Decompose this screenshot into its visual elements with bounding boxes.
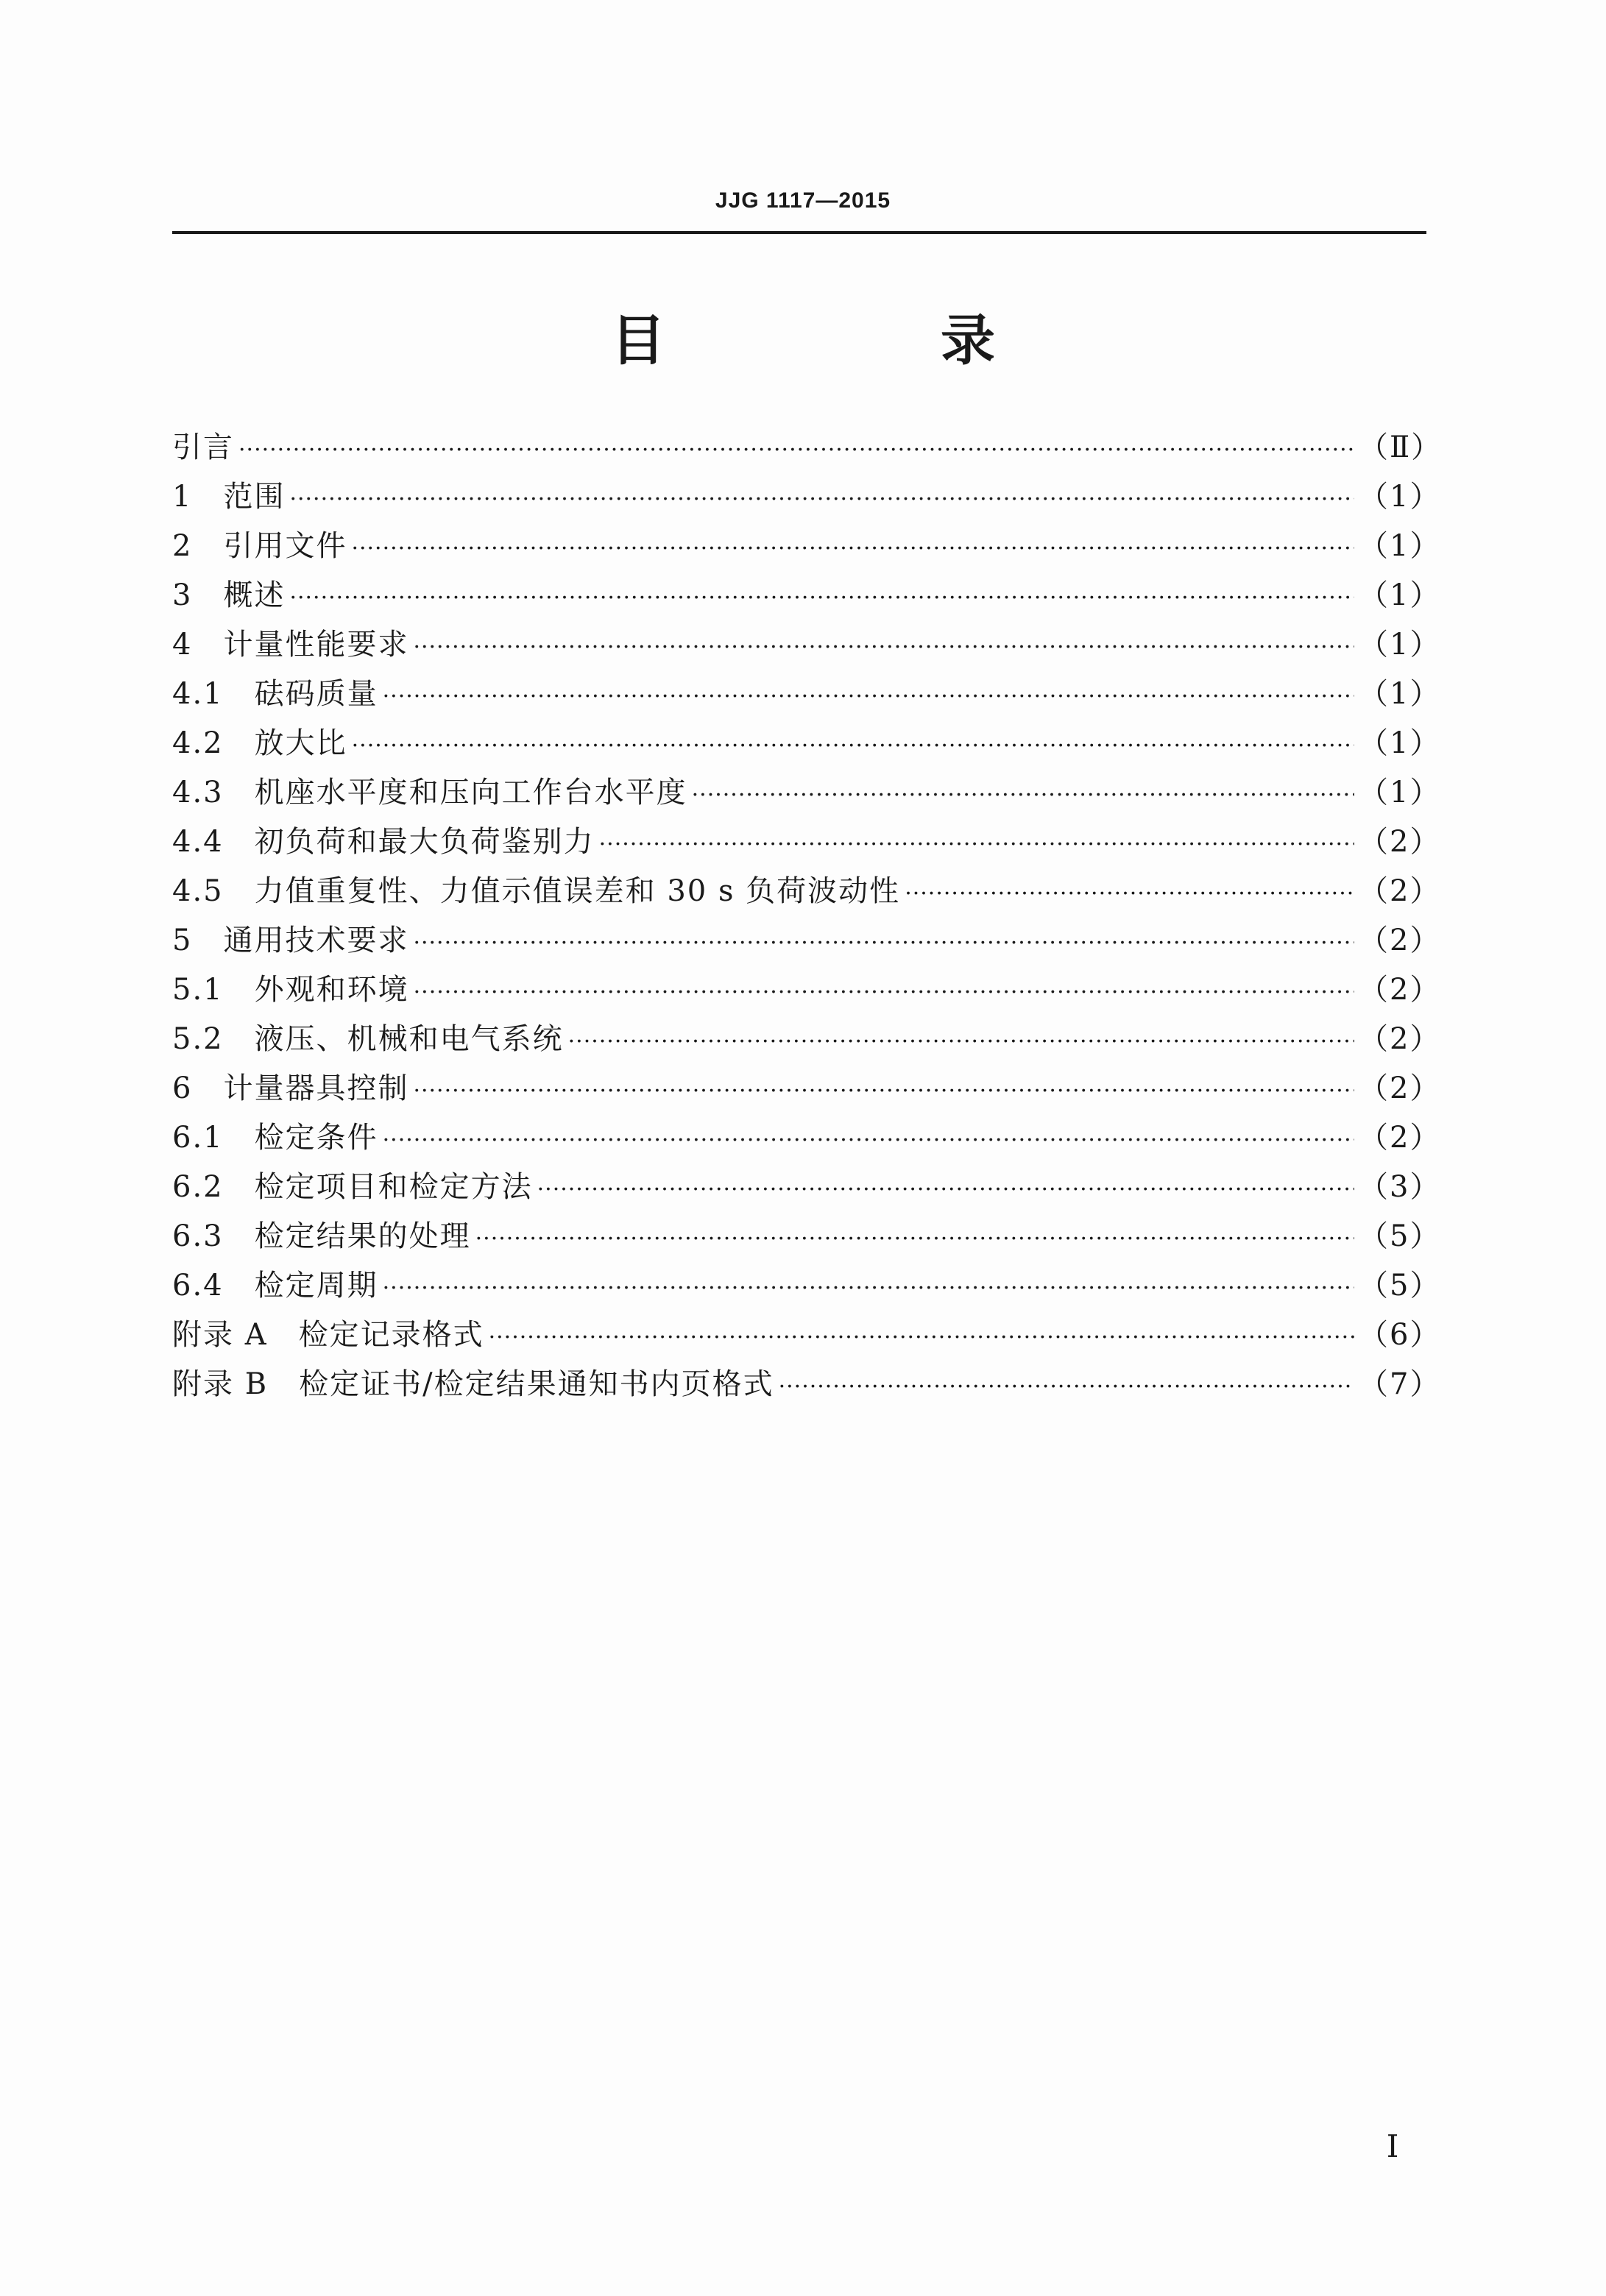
toc-entry <box>172 1163 1441 1212</box>
toc-entry-page: （2） <box>1359 973 1441 1007</box>
toc-leader-dots <box>475 1214 1354 1264</box>
toc-entry-label: 6.2 检定项目和检定方法 <box>172 1170 533 1204</box>
toc-entry-label: 2 引用文件 <box>172 529 347 563</box>
toc-entry-label: 3 概述 <box>172 578 286 612</box>
toc-entry <box>172 818 1441 867</box>
toc-entry <box>172 719 1441 768</box>
toc-entry-page: （1） <box>1359 480 1441 514</box>
toc-entry-label: 6.3 检定结果的处理 <box>172 1219 471 1253</box>
toc-entry-label: 4.1 砝码质量 <box>172 677 378 711</box>
toc-entry <box>172 423 1443 472</box>
page-number: I <box>1386 2128 1399 2164</box>
toc-entry <box>172 916 1441 965</box>
toc-leader-dots <box>413 623 1354 672</box>
toc-entry-label: 4.3 机座水平度和压向工作台水平度 <box>172 776 687 809</box>
toc-entry-label: 附录 B 检定证书/检定结果通知书内页格式 <box>172 1367 774 1401</box>
toc-entry <box>172 522 1441 571</box>
toc-entry-label: 5.2 液压、机械和电气系统 <box>172 1022 564 1056</box>
toc-entry <box>172 472 1441 522</box>
toc-entry-page: （2） <box>1359 874 1441 908</box>
toc-entry-page: （6） <box>1359 1318 1441 1352</box>
toc-leader-dots <box>779 1362 1354 1411</box>
toc-entry <box>172 1212 1441 1261</box>
toc-title: 目 录 <box>611 309 1106 372</box>
toc-entry <box>172 1113 1441 1163</box>
toc-entry-page: （5） <box>1359 1219 1441 1253</box>
toc-entry-page: （1） <box>1359 776 1441 809</box>
toc-entry-label: 4.2 放大比 <box>172 726 347 760</box>
toc-leader-dots <box>413 1066 1354 1116</box>
toc-entry-page: （1） <box>1359 726 1441 760</box>
header-rule <box>172 231 1426 234</box>
toc-entry-label: 4.5 力值重复性、力值示值误差和 30 s 负荷波动性 <box>172 874 901 908</box>
toc-entry-page: （1） <box>1359 578 1441 612</box>
toc-entry <box>172 571 1441 620</box>
toc-entry-page: （1） <box>1359 529 1441 563</box>
toc-entry <box>172 1360 1441 1409</box>
toc-leader-dots <box>692 770 1354 820</box>
toc-entry <box>172 1311 1441 1360</box>
toc-entry-page: （7） <box>1359 1367 1441 1401</box>
toc-entry-page: （Ⅱ） <box>1359 431 1443 464</box>
toc-entry <box>172 867 1441 916</box>
toc-leader-dots <box>289 475 1354 524</box>
toc-leader-dots <box>238 425 1354 475</box>
toc-leader-dots <box>413 918 1354 968</box>
toc-entry <box>172 670 1441 719</box>
toc-entry-label: 引言 <box>172 431 234 464</box>
toc-leader-dots <box>537 1165 1354 1214</box>
toc-entry-label: 1 范围 <box>172 480 286 514</box>
toc-entry <box>172 965 1441 1015</box>
toc-entry-page: （2） <box>1359 924 1441 957</box>
toc-leader-dots <box>568 1017 1354 1066</box>
toc-leader-dots <box>289 573 1354 623</box>
toc-leader-dots <box>489 1313 1354 1362</box>
standard-code-header: JJG 1117—2015 <box>715 188 891 213</box>
toc-entry-page: （1） <box>1359 677 1441 711</box>
toc-entry <box>172 1261 1441 1311</box>
toc-leader-dots <box>351 524 1354 573</box>
toc-entry-page: （2） <box>1359 1071 1441 1105</box>
toc-entry-label: 5.1 外观和环境 <box>172 973 409 1007</box>
toc-entry-label: 6.4 检定周期 <box>172 1269 378 1303</box>
toc-entry-page: （1） <box>1359 628 1441 662</box>
toc-leader-dots <box>905 869 1354 918</box>
toc-entry-page: （5） <box>1359 1269 1441 1303</box>
toc-entry <box>172 768 1441 818</box>
toc-entry <box>172 1064 1441 1113</box>
toc-leader-dots <box>352 721 1354 770</box>
toc-entry-page: （2） <box>1359 1022 1441 1056</box>
toc-entry-label: 4.4 初负荷和最大负荷鉴别力 <box>172 825 595 859</box>
toc-entry-label: 6.1 检定条件 <box>172 1121 378 1155</box>
table-of-contents <box>172 423 1443 1409</box>
toc-entry <box>172 620 1441 670</box>
toc-entry-label: 附录 A 检定记录格式 <box>172 1318 484 1352</box>
toc-entry-page: （2） <box>1359 825 1441 859</box>
toc-entry-label: 6 计量器具控制 <box>172 1071 409 1105</box>
toc-entry-label: 4 计量性能要求 <box>172 628 409 662</box>
toc-leader-dots <box>383 1264 1354 1313</box>
toc-entry-label: 5 通用技术要求 <box>172 924 409 957</box>
toc-entry <box>172 1015 1441 1064</box>
toc-entry-page: （3） <box>1359 1170 1441 1204</box>
toc-leader-dots <box>414 968 1354 1017</box>
toc-entry-page: （2） <box>1359 1121 1441 1155</box>
toc-leader-dots <box>383 1116 1354 1165</box>
toc-leader-dots <box>383 672 1354 721</box>
toc-leader-dots <box>599 820 1354 869</box>
